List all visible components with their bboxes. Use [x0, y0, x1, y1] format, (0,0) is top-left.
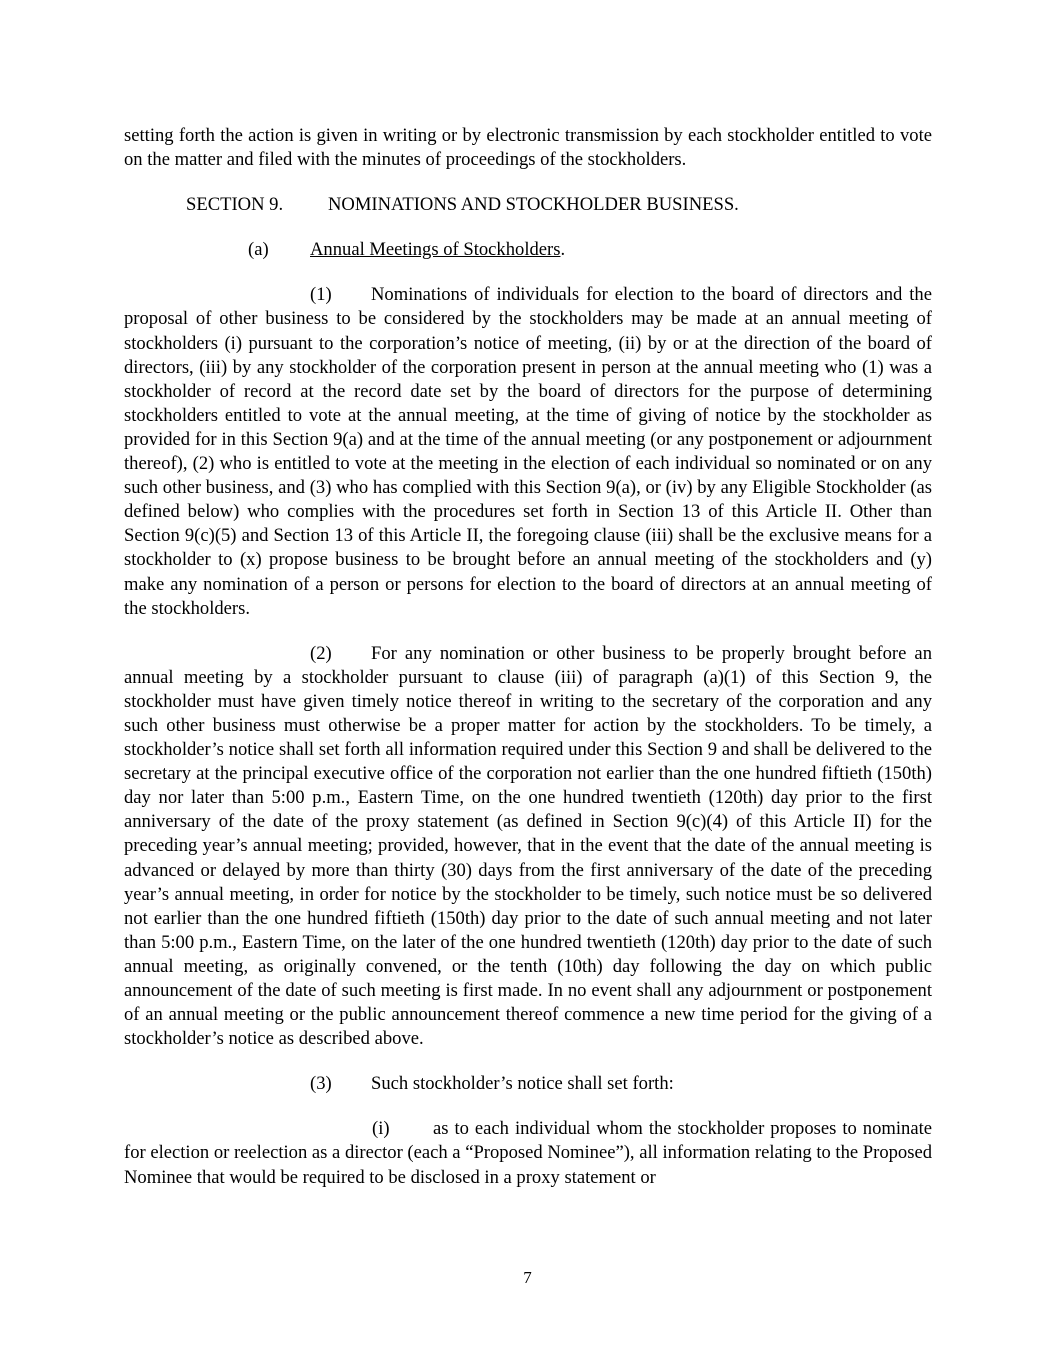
section-title: NOMINATIONS AND STOCKHOLDER BUSINESS.: [328, 194, 739, 216]
paragraph-1: [124, 283, 932, 620]
paragraph-2: [124, 642, 932, 1052]
subsection-title: Annual Meetings of Stockholders: [310, 239, 561, 261]
paragraph-1-number: (1): [310, 284, 332, 306]
clause-i: [124, 1117, 932, 1189]
subsection-heading: [124, 238, 932, 262]
section-heading: [124, 193, 932, 217]
page-number: 7: [523, 1268, 532, 1287]
clause-i-text: as to each individual whom the stockholder proposes to nominate for election or reelection as a director (each a “Proposed Nominee”), all information relating to the Proposed Nominee that would be required to be disclosed in a proxy statement or: [124, 1118, 933, 1188]
document-page: [124, 124, 932, 1190]
paragraph-3-text: Such stockholder’s notice shall set forth:: [371, 1073, 674, 1095]
opening-paragraph: setting forth the action is given in writing or by electronic transmission by each stockholder entitled to vote on the matter and filed with the minutes of proceedings of the stockholders.: [124, 125, 932, 171]
paragraph-2-number: (2): [310, 642, 332, 664]
subsection-letter: (a): [248, 239, 269, 261]
paragraph-1-text: Nominations of individuals for election to the board of directors and the proposal of other business to be considered by the stockholders may be made at an annual meeting of stockholders (i) pursuant to the corporation’s notice of meeting, (ii) by or at the direction of the board of directors, (iii) by any stockholder of the corporation present in person at the annual meeting who (1) was a stockholder of record at the record date set by the board of directors for the purpose of determining stockholders entitled to vote at the annual meeting, at the time of giving of notice by the stockholder as provided for in this Section 9(a) and at the time of the annual meeting (or any postponement or adjournment thereof), (2) who is entitled to vote at the meeting in the election of each individual so nominated or on any such other business, and (3) who has complied with this Section 9(a), or (iv) by any Eligible Stockholder (as defined below) who complies with the procedures set forth in Section 13 of this Article II. Other than Section 9(c)(5) and Section 13 of this Article II, the foregoing clause (iii) shall be the exclusive means for a stockholder to (x) propose business to be brought before an annual meeting of the stockholders and (y) make any nomination of a person or persons for election to the board of directors at an annual meeting of the stockholders.: [124, 284, 932, 619]
clause-i-number: (i): [372, 1118, 390, 1140]
section-number: SECTION 9.: [186, 194, 284, 216]
paragraph-3: [124, 1072, 932, 1096]
paragraph-2-text: For any nomination or other business to be properly brought before an annual meeting by a stockholder pursuant to clause (iii) of paragraph (a)(1) of this Section 9, the stockholder must have given timely notice thereof in writing to the secretary of the corporation and any such other business must otherwise be a proper matter for action by the stockholders. To be timely, a stockholder’s notice shall set forth all information required under this Section 9 and shall be delivered to the secretary at the principal executive office of the corporation not earlier than the one hundred fiftieth (150th) day nor later than 5:00 p.m., Eastern Time, on the one hundred twentieth (120th) day prior to the first anniversary of the date of the proxy statement (as defined in Section 9(c)(4) of this Article II) for the preceding year’s annual meeting; provided, however, that in the event that the date of the annual meeting is advanced or delayed by more than thirty (30) days from the first anniversary of the date of the preceding year’s annual meeting, in order for notice by the stockholder to be timely, such notice must be so delivered not earlier than the one hundred fiftieth (150th) day prior to the date of such annual meeting and not later than 5:00 p.m., Eastern Time, on the later of the one hundred twentieth (120th) day prior to the date of such annual meeting, as originally convened, or the tenth (10th) day following the day on which public announcement of the date of such meeting is first made. In no event shall any adjournment or postponement of an annual meeting or the public announcement thereof commence a new time period for the giving of a stockholder’s notice as described above.: [124, 642, 932, 1050]
subsection-title-period: .: [560, 239, 566, 261]
paragraph-3-number: (3): [310, 1073, 332, 1095]
